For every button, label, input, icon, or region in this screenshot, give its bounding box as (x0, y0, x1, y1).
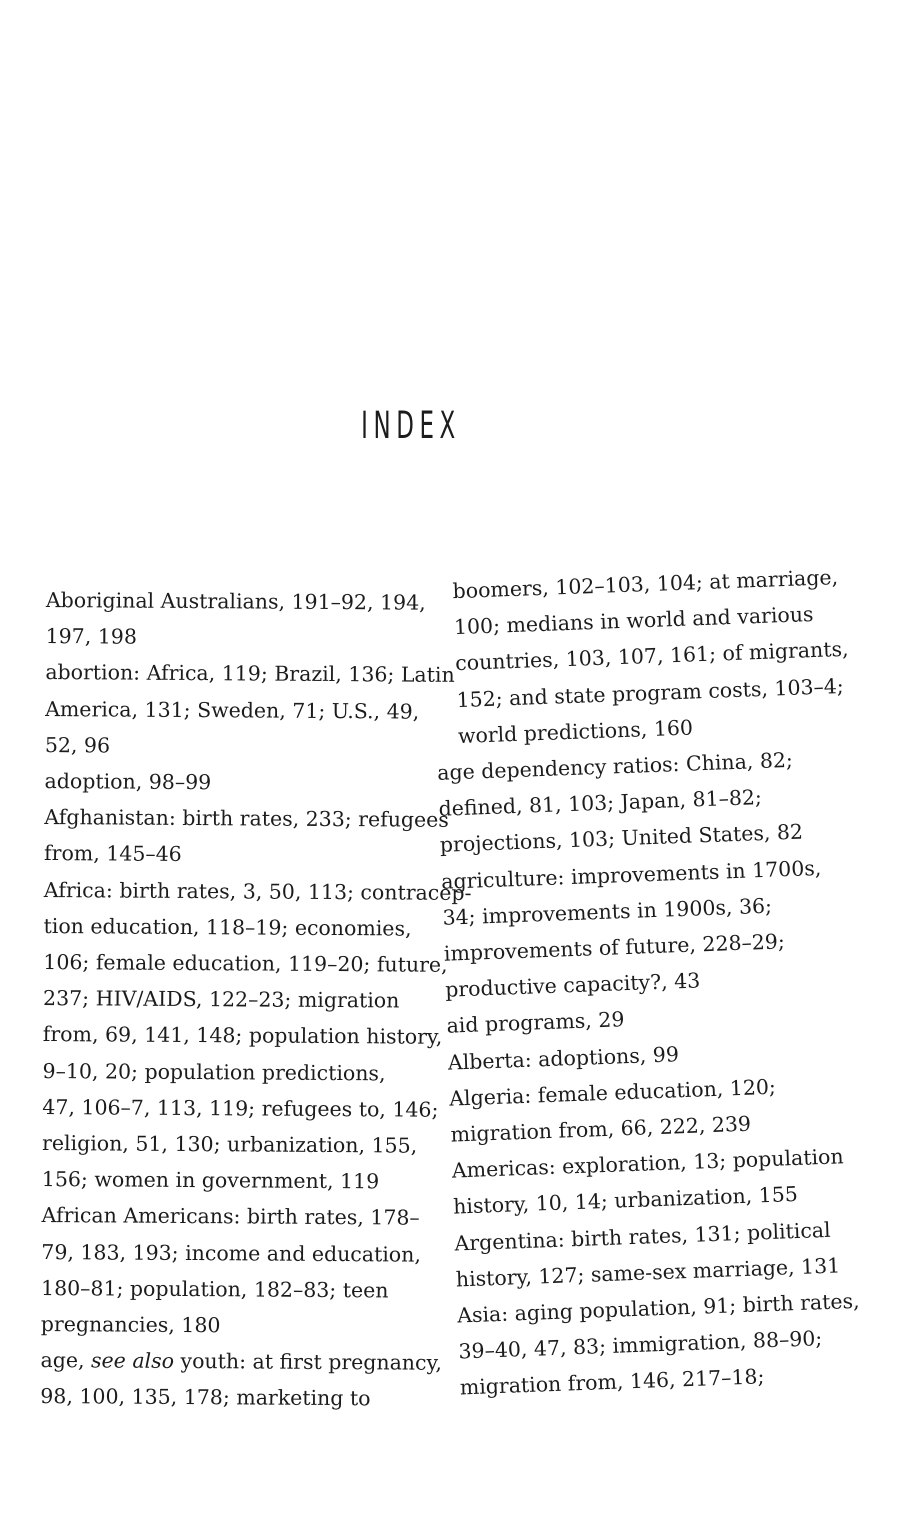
index-entry-abortion (44, 654, 455, 765)
entry-line: 52, 96 (44, 732, 111, 758)
entry-line: 98, 100, 135, 178; marketing to (40, 1384, 371, 1411)
entry-line: 197, 198 (45, 624, 138, 649)
index-column-left (40, 582, 472, 1417)
entry-line: 34; improvements in 1900s, 36; (442, 893, 773, 930)
entry-line: 237; HIV/AIDS, 122–23; migration (43, 986, 400, 1013)
index-entry-argentina (454, 1212, 841, 1298)
entry-line: aid programs, 29 (446, 1007, 625, 1039)
entry-line: migration from, 66, 222, 239 (450, 1111, 752, 1147)
entry-line: 100; medians in world and various (453, 602, 814, 640)
entry-line: Americas: exploration, 13; population (451, 1144, 844, 1183)
index-entry-americas (451, 1139, 844, 1225)
index-entry-algeria (449, 1067, 816, 1153)
entry-line: 47, 106–7, 113, 119; refugees to, 146; (42, 1094, 439, 1122)
index-entry-age (40, 1342, 443, 1417)
entry-text: age, (40, 1348, 92, 1373)
entry-line: projections, 103; United States, 82 (439, 819, 804, 858)
entry-line: migration from, 146, 217–18; (459, 1364, 765, 1400)
index-entry-age-continued (430, 561, 849, 755)
entry-line: from, 69, 141, 148; population history, (42, 1022, 443, 1050)
entry-line: Argentina: birth rates, 131; political (454, 1217, 832, 1256)
entry-line: age dependency ratios: China, 82; (436, 747, 794, 785)
entry-line: Alberta: adoptions, 99 (447, 1041, 680, 1075)
index-entry-aboriginal-australians (45, 582, 426, 657)
entry-line: pregnancies, 180 (40, 1312, 221, 1338)
entry-line: religion, 51, 130; urbanization, 155, (41, 1131, 418, 1158)
entry-line: countries, 103, 107, 161; of migrants, (454, 637, 849, 676)
entry-line: Africa: birth rates, 3, 50, 113; contracep- (43, 877, 472, 905)
entry-line: 152; and state program costs, 103–4; (456, 673, 845, 712)
page-title: INDEX (361, 404, 461, 447)
entry-line: defined, 81, 103; Japan, 81–82; (438, 785, 763, 822)
entry-line: 106; female education, 119–20; future, (43, 950, 448, 977)
entry-line: Afghanistan: birth rates, 233; refugees (44, 805, 449, 833)
index-entry-age-dependency-ratios (437, 742, 806, 864)
entry-line: productive capacity?, 43 (444, 968, 701, 1002)
entry-line: 180–81; population, 182–83; teen (40, 1275, 389, 1303)
entry-line (40, 1342, 443, 1381)
entry-line: world predictions, 160 (457, 715, 694, 748)
index-entry-adoption (44, 763, 404, 802)
index-entry-agriculture (440, 850, 822, 1008)
index-entry-asia (456, 1284, 860, 1406)
index-entry-afghanistan (44, 799, 449, 874)
entry-line: from, 145–46 (44, 841, 182, 867)
index-column-right (430, 561, 860, 1406)
index-entry-african-americans (40, 1197, 421, 1344)
entry-line: tion education, 118–19; economies, (43, 913, 412, 941)
entry-line: 9–10, 20; population predictions, (42, 1058, 386, 1086)
entry-line: agriculture: improvements in 1700s, (440, 855, 822, 894)
entry-line: Asia: aging population, 91; birth rates, (456, 1288, 860, 1328)
index-entry-africa (41, 872, 472, 1200)
entry-line: abortion: Africa, 119; Brazil, 136; Latin (45, 660, 455, 688)
entry-line: improvements of future, 228–29; (443, 929, 786, 966)
cross-reference: see also (90, 1348, 175, 1374)
entry-line: boomers, 102–103, 104; at marriage, (452, 565, 839, 604)
entry-line: history, 127; same-sex marriage, 131 (455, 1253, 841, 1292)
entry-line: 79, 183, 193; income and education, (41, 1239, 421, 1267)
entry-line: 156; women in government, 119 (41, 1167, 380, 1194)
entry-line: Algeria: female education, 120; (448, 1074, 777, 1111)
entry-line: America, 131; Sweden, 71; U.S., 49, (45, 696, 420, 724)
entry-line: 39–40, 47, 83; immigration, 88–90; (458, 1326, 823, 1364)
entry-text: youth: at first pregnancy, (173, 1349, 443, 1376)
entry-line: Aboriginal Australians, 191–92, 194, (45, 587, 426, 615)
entry-line: history, 10, 14; urbanization, 155 (452, 1182, 799, 1220)
entry-line: adoption, 98–99 (44, 769, 212, 795)
entry-line: African Americans: birth rates, 178– (41, 1203, 420, 1231)
